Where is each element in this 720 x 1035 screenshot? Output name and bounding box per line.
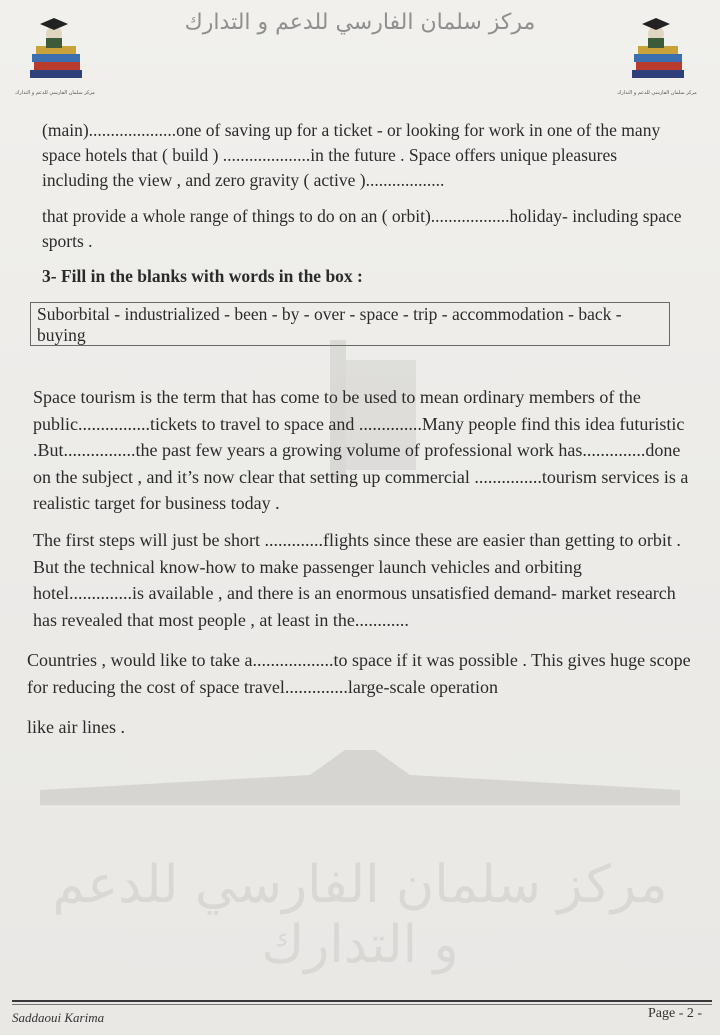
word-box: Suborbital - industrialized - been - by - over - space - trip - accommodation - back - buying — [30, 302, 670, 346]
header-title: مركز سلمان الفارسي للدعم و التدارك — [184, 10, 536, 35]
exercise-heading: 3- Fill in the blanks with words in the box : — [42, 266, 363, 286]
books-graduate-logo-icon — [612, 10, 702, 86]
footer-divider — [12, 1000, 712, 1002]
book-band-watermark-icon — [40, 745, 680, 815]
books-graduate-logo-icon — [10, 10, 100, 86]
logo-left — [10, 10, 100, 96]
paragraph-1: (main)....................one of saving up for a ticket - or looking for work in one of the many space hotels that ( build ) ....................in the future . Space offers unique pleasures including the view , and zero gravity ( active ).................. — [42, 120, 661, 190]
paragraph-2: that provide a whole range of things to do on an ( orbit)..................holiday- including space sports . — [42, 206, 682, 251]
exercise-paragraph-4: like air lines . — [27, 717, 125, 737]
footer-page-number: Page - 2 - — [648, 1006, 703, 1021]
exercise-paragraph-3: Countries , would like to take a..................to space if it was possible . This gives huge scope for reducing the cost of space travel..............large-scale operation — [27, 650, 691, 697]
logo-caption: مركز سلمان الفارسي للدعم و التدارك — [15, 90, 95, 96]
footer-author: Saddaoui Karima — [12, 1010, 105, 1025]
footer-divider-thin — [12, 1004, 712, 1005]
logo-caption: مركز سلمان الفارسي للدعم و التدارك — [617, 90, 697, 96]
exercise-paragraph-1: Space tourism is the term that has come to be used to mean ordinary members of the public................tickets to travel to space and ..............Many people find this idea futuristic .But................the past few years a growing volume of professional work has..............done on the subject , and it’s now clear that setting up commercial ...............tourism services is a realistic target for business today . — [33, 387, 689, 513]
logo-right — [612, 10, 702, 96]
watermark-text: مركز سلمان الفارسي للدعم و التدارك — [52, 855, 668, 975]
exercise-paragraph-2: The first steps will just be short .............flights since these are easier than getting to orbit . But the technical know-how to make passenger launch vehicles and orbiting hotel..............is available , and there is an enormous unsatisfied demand- market research has revealed that most people , at least in the............ — [33, 530, 681, 630]
